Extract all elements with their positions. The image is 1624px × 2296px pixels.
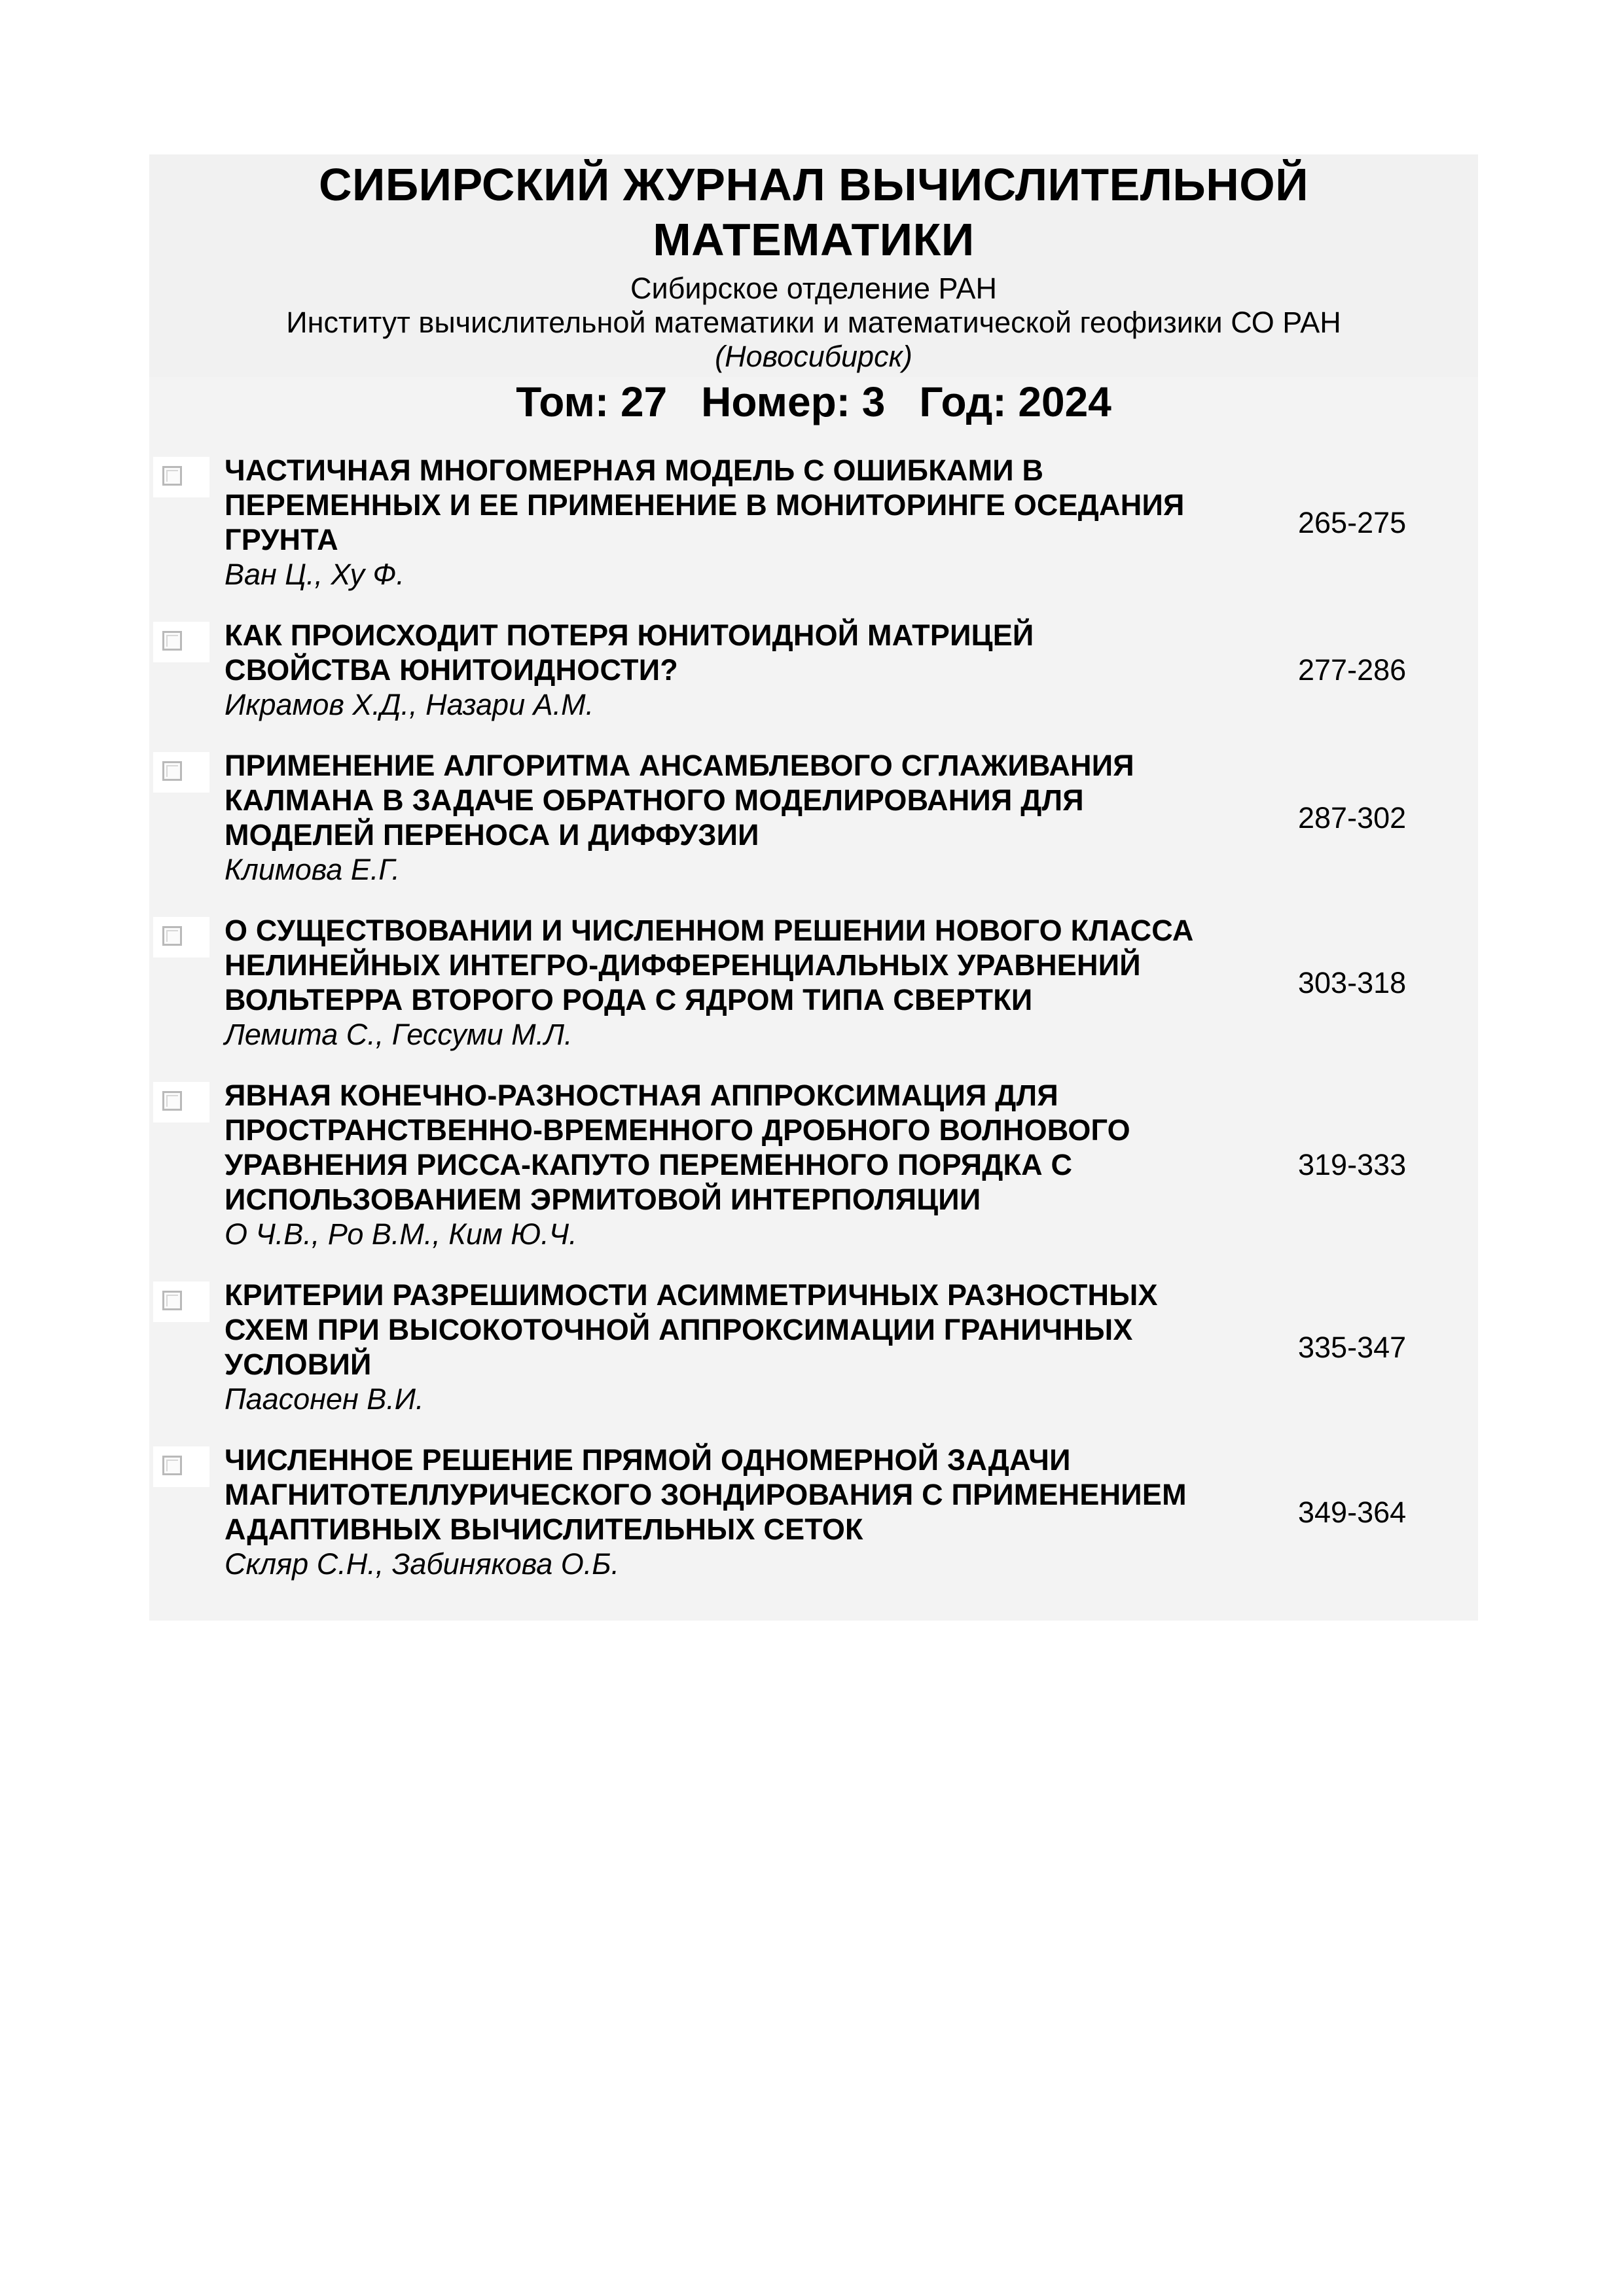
article-item	[149, 453, 1478, 618]
article-title-line: ПЕРЕМЕННЫХ И ЕЕ ПРИМЕНЕНИЕ В МОНИТОРИНГЕ ОСЕДАНИЯ	[225, 488, 1185, 522]
article-checkbox-icon[interactable]	[162, 926, 182, 946]
article-title-line: НЕЛИНЕЙНЫХ ИНТЕГРО-ДИФФЕРЕНЦИАЛЬНЫХ УРАВНЕНИЙ	[225, 948, 1141, 982]
article-pages: 277-286	[1298, 653, 1407, 687]
article-text	[225, 913, 1350, 1052]
journal-title-line2: МАТЕМАТИКИ	[653, 214, 975, 265]
article-title-link[interactable]	[225, 453, 1350, 557]
article-select-cell	[153, 752, 209, 793]
article-title-line: АДАПТИВНЫХ ВЫЧИСЛИТЕЛЬНЫХ СЕТОК	[225, 1513, 863, 1546]
article-text	[225, 453, 1350, 592]
article-checkbox-icon[interactable]	[162, 1456, 182, 1475]
article-select-cell	[153, 1446, 209, 1487]
article-title-line: КАЛМАНА В ЗАДАЧЕ ОБРАТНОГО МОДЕЛИРОВАНИЯ ДЛЯ	[225, 783, 1084, 817]
article-pages: 319-333	[1298, 1148, 1407, 1181]
article-select-cell	[153, 457, 209, 497]
article-title-line: УРАВНЕНИЯ РИССА-КАПУТО ПЕРЕМЕННОГО ПОРЯДКА С	[225, 1148, 1073, 1181]
article-authors: Ван Ц., Ху Ф.	[225, 558, 405, 591]
article-title-line: УСЛОВИЙ	[225, 1348, 372, 1381]
article-authors: Лемита С., Гессуми М.Л.	[225, 1018, 573, 1051]
article-title-line: ЧАСТИЧНАЯ МНОГОМЕРНАЯ МОДЕЛЬ С ОШИБКАМИ В	[225, 454, 1044, 487]
article-title-line: О СУЩЕСТВОВАНИИ И ЧИСЛЕННОМ РЕШЕНИИ НОВОГО КЛАССА	[225, 914, 1194, 947]
article-pages: 349-364	[1298, 1496, 1407, 1529]
article-text	[225, 1443, 1350, 1581]
article-text	[225, 1078, 1350, 1251]
article-item	[149, 913, 1478, 1078]
article-checkbox-icon[interactable]	[162, 1291, 182, 1310]
article-title-link[interactable]	[225, 1278, 1350, 1382]
article-text	[225, 748, 1350, 887]
journal-title-line1: СИБИРСКИЙ ЖУРНАЛ ВЫЧИСЛИТЕЛЬНОЙ	[318, 159, 1309, 210]
article-select-cell	[153, 1282, 209, 1322]
article-list	[149, 453, 1478, 1607]
issue-info	[149, 377, 1478, 427]
article-title-line: СХЕМ ПРИ ВЫСОКОТОЧНОЙ АППРОКСИМАЦИИ ГРАНИЧНЫХ	[225, 1313, 1133, 1346]
article-text	[225, 618, 1350, 722]
article-title-line: КРИТЕРИИ РАЗРЕШИМОСТИ АСИММЕТРИЧНЫХ РАЗНОСТНЫХ	[225, 1278, 1158, 1312]
article-pages: 265-275	[1298, 506, 1407, 539]
article-title-line: ИСПОЛЬЗОВАНИЕМ ЭРМИТОВОЙ ИНТЕРПОЛЯЦИИ	[225, 1183, 981, 1216]
article-item	[149, 1278, 1478, 1443]
article-authors: Климова Е.Г.	[225, 853, 400, 886]
article-title-link[interactable]	[225, 618, 1350, 687]
article-authors: Паасонен В.И.	[225, 1382, 424, 1416]
article-title-line: МАГНИТОТЕЛЛУРИЧЕСКОГО ЗОНДИРОВАНИЯ С ПРИМЕНЕНИЕМ	[225, 1478, 1187, 1511]
article-checkbox-icon[interactable]	[162, 761, 182, 781]
issue-volume: Том: 27	[516, 378, 668, 425]
article-authors: Икрамов Х.Д., Назари А.М.	[225, 688, 594, 721]
article-title-link[interactable]	[225, 1443, 1350, 1547]
article-select-cell	[153, 622, 209, 662]
issue-number: Номер: 3	[701, 378, 886, 425]
article-authors: Скляр С.Н., Забинякова О.Б.	[225, 1547, 620, 1581]
article-checkbox-icon[interactable]	[162, 466, 182, 486]
article-item	[149, 748, 1478, 913]
article-authors: О Ч.В., Ро В.М., Ким Ю.Ч.	[225, 1217, 577, 1251]
article-title-line: ГРУНТА	[225, 523, 338, 556]
publisher: Сибирское отделение РАН	[630, 272, 998, 305]
article-pages: 287-302	[1298, 801, 1407, 834]
article-title-line: СВОЙСТВА ЮНИТОИДНОСТИ?	[225, 653, 678, 687]
journal-header	[149, 154, 1478, 377]
article-title-line: ПРИМЕНЕНИЕ АЛГОРИТМА АНСАМБЛЕВОГО СГЛАЖИВАНИЯ	[225, 749, 1134, 782]
journal-panel	[149, 154, 1478, 1621]
article-title-line: КАК ПРОИСХОДИТ ПОТЕРЯ ЮНИТОИДНОЙ МАТРИЦЕЙ	[225, 619, 1034, 652]
article-title-line: МОДЕЛЕЙ ПЕРЕНОСА И ДИФФУЗИИ	[225, 818, 759, 852]
journal-title	[149, 157, 1478, 267]
article-select-cell	[153, 917, 209, 958]
article-title-link[interactable]	[225, 748, 1350, 852]
article-checkbox-icon[interactable]	[162, 1091, 182, 1111]
article-title-line: ЯВНАЯ КОНЕЧНО-РАЗНОСТНАЯ АППРОКСИМАЦИЯ ДЛЯ	[225, 1079, 1058, 1112]
article-title-link[interactable]	[225, 913, 1350, 1017]
city: (Новосибирск)	[715, 340, 912, 373]
article-item	[149, 1078, 1478, 1278]
article-text	[225, 1278, 1350, 1416]
article-select-cell	[153, 1082, 209, 1122]
article-pages: 335-347	[1298, 1331, 1407, 1364]
article-checkbox-icon[interactable]	[162, 631, 182, 651]
article-title-line: ПРОСТРАНСТВЕННО-ВРЕМЕННОГО ДРОБНОГО ВОЛНОВОГО	[225, 1113, 1130, 1147]
issue-year: Год: 2024	[919, 378, 1111, 425]
article-title-line: ВОЛЬТЕРРА ВТОРОГО РОДА С ЯДРОМ ТИПА СВЕРТКИ	[225, 983, 1033, 1016]
article-item	[149, 1443, 1478, 1607]
article-pages: 303-318	[1298, 966, 1407, 999]
institute: Институт вычислительной математики и математической геофизики СО РАН	[286, 306, 1341, 339]
article-title-link[interactable]	[225, 1078, 1350, 1217]
article-title-line: ЧИСЛЕННОЕ РЕШЕНИЕ ПРЯМОЙ ОДНОМЕРНОЙ ЗАДАЧИ	[225, 1443, 1071, 1477]
article-item	[149, 618, 1478, 748]
